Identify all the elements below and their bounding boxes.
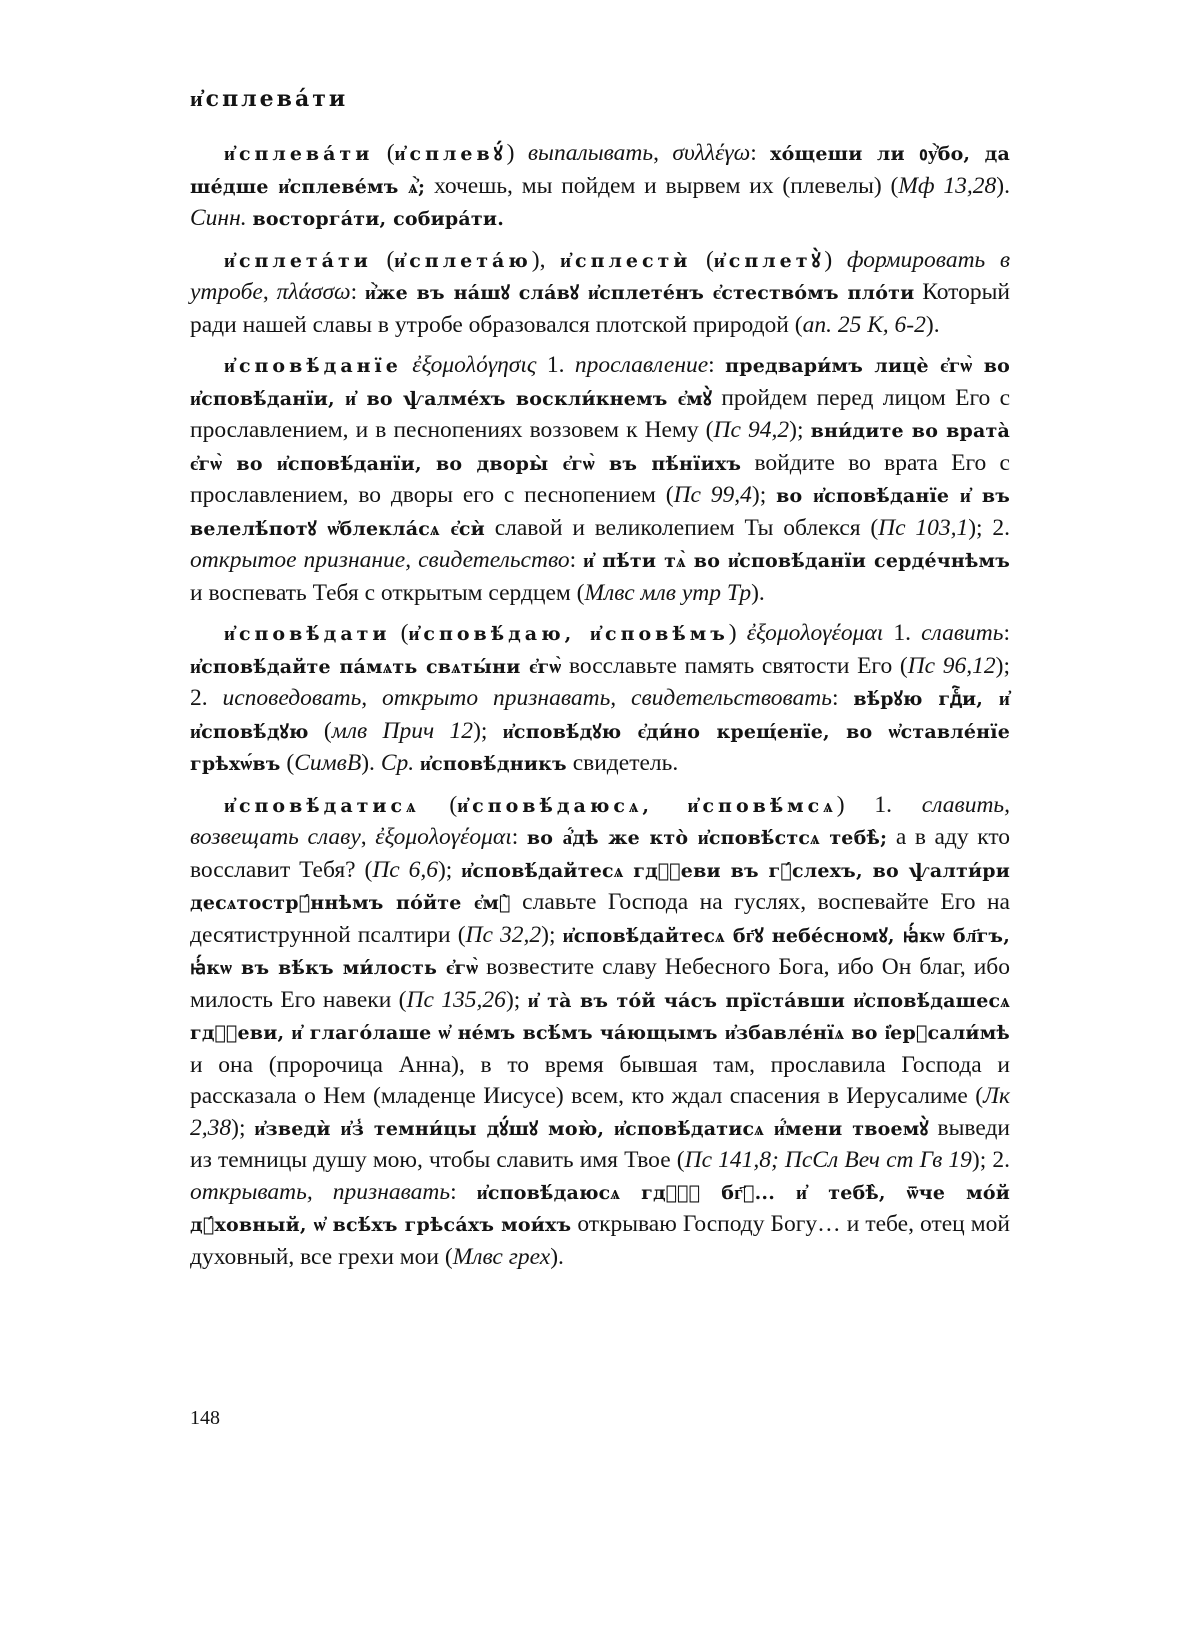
plain-text: 1. (536, 352, 575, 378)
plain-text: : (350, 279, 366, 305)
greek-term: ἐξομολόγησις (412, 352, 537, 378)
headword: и҆сплета́ти (224, 249, 372, 272)
plain-text: возвестите славу Небесного Бога, ибо Он благ, ибо милость Его навеки ( (190, 954, 1010, 1013)
church-slavonic-text: предвари́мъ лицѐ є҆гѡ̀ во и҆сповѣ́данїи, и҆ во ѱалме́хъ воскли́кнемъ є҆мꙋ̀ (190, 355, 1011, 410)
plain-text: ). (996, 172, 1010, 199)
italic-text: СимвВ (294, 750, 362, 776)
church-slavonic-text: и҆сповѣ́дайтесѧ гдⷭ҇еви въ гꙋ́слехъ, во ѱалти́ри десѧтострꙋ́ннѣмъ по́йте є҆мꙋ̀ (190, 859, 1011, 914)
headword: и҆сповѣ́дати (224, 623, 391, 645)
italic-text: Мф 13,28 (898, 172, 997, 199)
plain-text: ); (541, 921, 563, 948)
plain-text: славой и великолепием Ты облекся ( (484, 514, 879, 541)
plain-text: ); 2. (968, 514, 1010, 541)
church-slavonic-text: и҆сповѣ́дайте па́мѧть свѧты́ни є҆гѡ̀ (190, 655, 562, 678)
church-slavonic-text: и҆ та̀ въ то́й ча́съ прїста́вши и҆сповѣ́дашесѧ гдⷭ҇еви, и҆ глаго́лаше ѡ҆ не́мъ всѣ́мъ ча́ющымъ и҆збавле́нїѧ во і҆ерꙋсали́мѣ (190, 989, 1011, 1044)
plain-text: пройдем перед лицом Его с прославлением, и в песнопениях воззовем к Нему ( (190, 384, 1011, 443)
plain-text: , (360, 824, 376, 850)
italic-text: Млвс млв утр Тр (584, 579, 752, 606)
church-slavonic-text: и҆сповѣ́дайтесѧ бг҃ꙋ небе́сномꙋ, ꙗ҆́кѡ бл҃гъ, ꙗ҆́кѡ въ вѣ́къ ми́лость є҆гѡ̀ (190, 924, 1011, 979)
church-slavonic-text: во и҆сповѣ́данїе и҆ въ велелѣ́потꙋ ѡ҆блекла́сѧ є҆сѝ (190, 485, 1010, 540)
headword: и҆сповѣ́даюсѧ, и҆сповѣ́мсѧ (457, 794, 837, 817)
plain-text: : (708, 352, 726, 378)
entries-column (190, 138, 1010, 1282)
headword: и҆сплета́ю (394, 249, 532, 272)
plain-text: 1. (883, 620, 922, 646)
plain-text: ). (361, 750, 381, 776)
plain-text: славьте Господа на гуслях, воспевайте Его на десятиструнной псалтири ( (190, 889, 1010, 948)
italic-text: открывать, признавать (190, 1178, 451, 1205)
dictionary-entry (190, 245, 1010, 342)
plain-text: : (569, 547, 584, 573)
dictionary-entry (190, 138, 1010, 236)
plain-text: : (450, 1178, 477, 1205)
plain-text: ( (280, 750, 295, 776)
plain-text: восславьте память святости Его ( (561, 652, 908, 679)
church-slavonic-text: и҆сповѣ́дꙋю є҆ди́но крещ́енїе, во ѡ҆ставле́нїе грѣхѡ́въ (190, 720, 1010, 775)
dictionary-entry (190, 350, 1010, 609)
headword: и҆сплестѝ (560, 249, 692, 272)
plain-text (402, 352, 412, 378)
plain-text: ); (505, 986, 528, 1013)
italic-text: Лк 2,38 (190, 1083, 1010, 1141)
italic-text: Ср. (380, 750, 415, 776)
headword: и҆сповѣ́датисѧ (224, 794, 420, 817)
plain-text: ); 2. (190, 652, 1010, 711)
italic-text: выпалывать (527, 140, 654, 166)
church-slavonic-text: и҆сповѣ́даюсѧ гдⷭ҇ꙋ бг҃ꙋ... и҆ тебѣ̀, ѿче мо́й дꙋ́ховный, ѡ҆ всѣ́хъ грѣса́хъ мои́хъ (190, 1181, 1011, 1236)
italic-text: ап. 25 К, 6-2 (802, 311, 926, 338)
headword: и҆сплевꙋ́ (394, 143, 507, 165)
plain-text: ); (789, 417, 811, 443)
plain-text: ) 1. (836, 791, 922, 818)
italic-text: Пс 32,2 (465, 921, 542, 948)
plain-text: Который ради нашей славы в утробе образовался плотской природой ( (190, 279, 1011, 338)
running-head: и҆сплева́ти (190, 86, 349, 112)
plain-text: открываю Господу Богу… и тебе, отец мой духовный, все грехи мои ( (190, 1211, 1010, 1270)
plain-text: и она (пророчица Анна), в то время бывшая там, прославила Господа и рассказала о Нем (младенце Иисусе) всем, кто ждал спасения в Иерусалиме ( (190, 1051, 1010, 1109)
italic-text: славить, возвещать славу (190, 791, 1011, 850)
church-slavonic-text: и҆̀же въ на́шꙋ сла́вꙋ и҆сплете́нъ є҆стество́мъ пло́ти (365, 282, 915, 304)
plain-text: ( (419, 791, 458, 818)
plain-text: , (653, 140, 673, 166)
church-slavonic-text: и҆сповѣ́дникъ (420, 753, 567, 775)
plain-text: свидетель. (566, 750, 679, 776)
italic-text: формировать в утробе (190, 246, 1011, 305)
plain-text: ) (824, 246, 847, 273)
italic-text: исповедовать, открыто признавать, свидетельствовать (222, 685, 832, 711)
plain-text: ). (550, 1243, 564, 1270)
plain-text: , (262, 279, 277, 305)
church-slavonic-text: хо́щеши ли ᲂу҆̀бо, да ше́дше и҆сплеве́мъ ѧ҆̀; (190, 143, 1010, 198)
italic-text: Синн. (190, 205, 247, 231)
plain-text: ); (437, 856, 462, 883)
italic-text: Пс 99,4 (673, 482, 752, 508)
greek-term: ἐξομολογέομαι (375, 824, 512, 850)
plain-text: ( (371, 246, 395, 273)
page-number: 148 (190, 1407, 220, 1429)
plain-text: : (750, 140, 771, 166)
italic-text: Млвс грех (452, 1243, 551, 1270)
church-slavonic-text: восторга́ти, собира́ти. (252, 208, 505, 230)
plain-text: и воспевать Тебя с открытым сердцем ( (190, 579, 585, 606)
plain-text: ( (373, 140, 395, 166)
dictionary-entry (190, 790, 1010, 1274)
plain-text: ); (473, 717, 503, 744)
church-slavonic-text: вѣ́рꙋю гдⷭ҇и, и҆ и҆сповѣ́дꙋю (190, 688, 1011, 743)
plain-text: ) (728, 620, 747, 646)
plain-text: а в аду кто восславит Тебя? ( (190, 824, 1011, 883)
italic-text: Пс 94,2 (713, 417, 790, 443)
plain-text: выведи из темницы душу мою, чтобы славить имя Твое ( (190, 1114, 1010, 1173)
italic-text: Пс 6,6 (372, 856, 438, 883)
greek-term: συλλέγω (672, 140, 751, 166)
plain-text: ); (231, 1114, 255, 1141)
plain-text: хочешь, мы пойдем и вырвем их (плевелы) ( (425, 172, 899, 199)
plain-text: войдите во врата Его с прославлением, во дворы его с песнопением ( (190, 449, 1010, 508)
greek-term: πλάσσω (276, 279, 351, 305)
plain-text: ( (390, 620, 409, 646)
headword: и҆сповѣ́даю, и҆сповѣ́мъ (408, 623, 729, 645)
plain-text: ( (308, 717, 332, 744)
italic-text: Пс 135,26 (406, 986, 506, 1013)
headword: и҆сплева́ти (224, 143, 374, 165)
church-slavonic-text: и҆зведѝ и҆з̾ темни́цы дꙋ́шꙋ мою̀, и҆сповѣ́датисѧ и҆́мени твоемꙋ̀ (254, 1117, 929, 1140)
plain-text: : (511, 824, 527, 850)
plain-text: ( (691, 246, 714, 273)
headword: и҆сповѣ́данїе (224, 355, 402, 377)
plain-text: ); (751, 482, 777, 508)
church-slavonic-text: во а҆́дѣ же кто̀ и҆сповѣ́стсѧ тебѣ̀; (526, 827, 888, 849)
italic-text: славить (921, 620, 1004, 646)
italic-text: открытое признание, свидетельство (190, 547, 570, 573)
italic-text: млв Прич 12 (331, 717, 474, 744)
italic-text: Пс 96,12 (907, 652, 996, 679)
greek-term: ἐξομολογέομαι (746, 620, 884, 646)
italic-text: прославление (574, 352, 709, 378)
plain-text: ), (531, 246, 561, 273)
dictionary-entry (190, 618, 1010, 781)
church-slavonic-text: и҆ пѣ́ти тѧ̀ во и҆сповѣ́данїи серде́чнѣмъ (583, 550, 1010, 572)
plain-text: : (1003, 620, 1010, 646)
plain-text: ) (506, 140, 528, 166)
italic-text: Пс 103,1 (878, 514, 969, 541)
plain-text: ). (751, 579, 765, 606)
italic-text: Пс 141,8; ПсСл Веч ст Гв 19 (684, 1147, 972, 1173)
church-slavonic-text: вни́дите во врата̀ є҆гѡ̀ во и҆сповѣ́данїи, во дворы̀ є҆гѡ̀ въ пѣ́нїихъ (190, 420, 1010, 475)
headword: и҆сплетꙋ̀ (713, 249, 825, 272)
plain-text: ). (925, 311, 940, 338)
plain-text: : (831, 685, 854, 711)
plain-text: ); 2. (971, 1147, 1011, 1173)
